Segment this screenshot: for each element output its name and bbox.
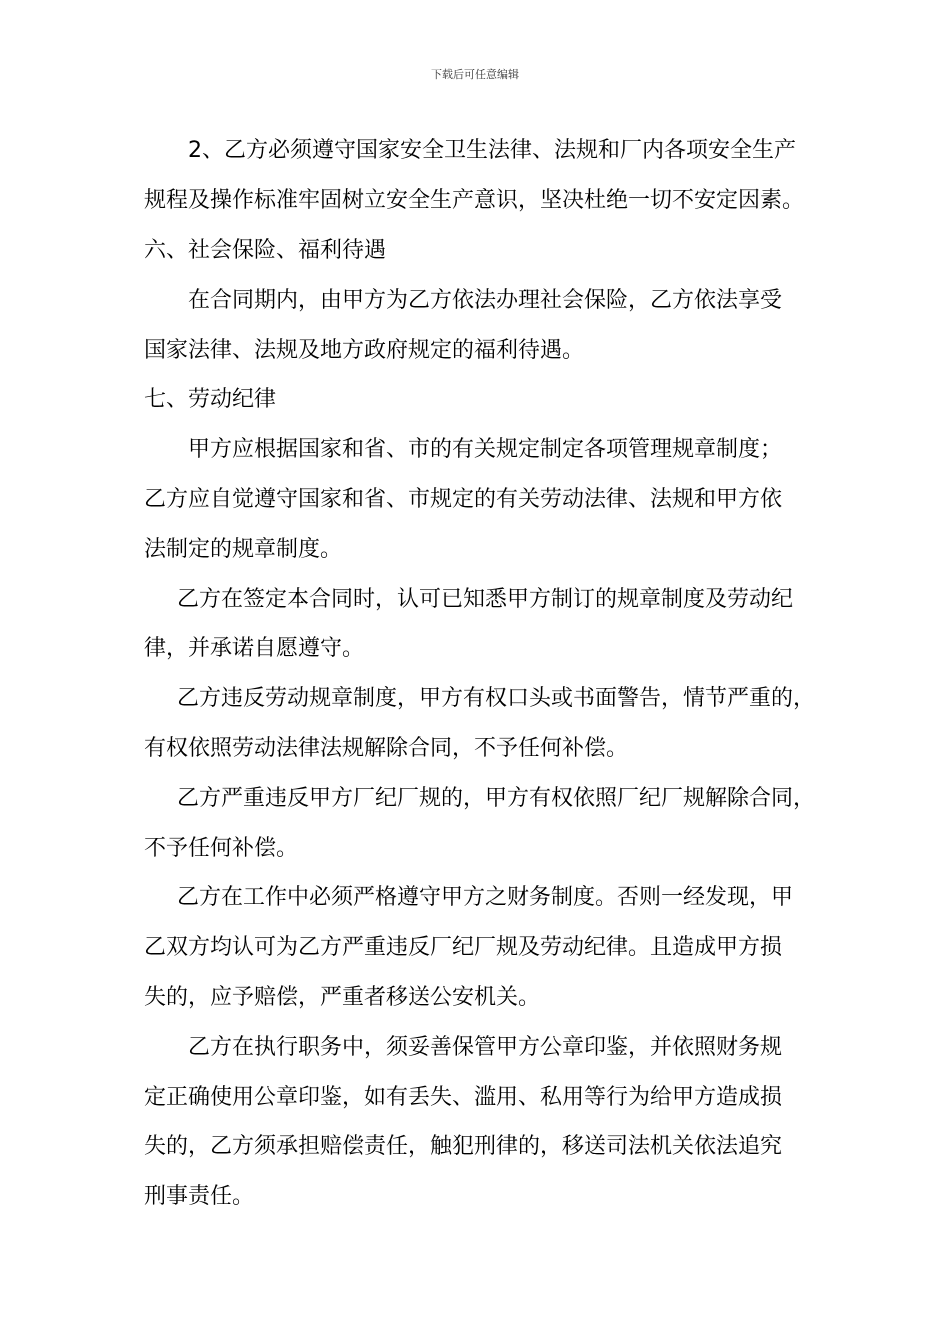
paragraph-line: 乙方在执行职务中，须妥善保管甲方公章印鉴，并依照财务规 (188, 1035, 783, 1060)
paragraph-line: 失的，乙方须承担赔偿责任，触犯刑律的，移送司法机关依法追究 (144, 1134, 783, 1159)
paragraph-line: 定正确使用公章印鉴，如有丢失、滥用、私用等行为给甲方造成损 (144, 1085, 783, 1110)
section-heading: 六、社会保险、福利待遇 (144, 238, 387, 263)
paragraph-line: 刑事责任。 (144, 1184, 255, 1209)
paragraph-line: 乙方应自觉遵守国家和省、市规定的有关劳动法律、法规和甲方依 (144, 487, 783, 512)
paragraph-line: 不予任何补偿。 (144, 836, 299, 861)
paragraph-line: 乙方违反劳动规章制度，甲方有权口头或书面警告，情节严重的， (177, 686, 816, 711)
paragraph-line: 失的，应予赔偿，严重者移送公安机关。 (144, 985, 541, 1010)
paragraph-line: 2、乙方必须遵守国家安全卫生法律、法规和厂内各项安全生产 (188, 138, 796, 163)
paragraph-line: 乙方在签定本合同时，认可已知悉甲方制订的规章制度及劳动纪 (177, 587, 794, 612)
paragraph-line: 有权依照劳动法律法规解除合同，不予任何补偿。 (144, 736, 629, 761)
paragraph-line: 甲方应根据国家和省、市的有关规定制定各项管理规章制度； (188, 437, 783, 462)
paragraph-line: 国家法律、法规及地方政府规定的福利待遇。 (144, 338, 585, 363)
paragraph-line: 乙方在工作中必须严格遵守甲方之财务制度。否则一经发现，甲 (177, 885, 794, 910)
page-header-note: 下载后可任意编辑 (431, 68, 519, 81)
paragraph-line: 规程及操作标准牢固树立安全生产意识，坚决杜绝一切不安定因素。 (144, 188, 805, 213)
paragraph-line: 在合同期内，由甲方为乙方依法办理社会保险，乙方依法享受 (188, 288, 783, 313)
paragraph-line: 法制定的规章制度。 (144, 537, 343, 562)
paragraph-line: 乙方严重违反甲方厂纪厂规的，甲方有权依照厂纪厂规解除合同， (177, 786, 816, 811)
paragraph-line: 律，并承诺自愿遵守。 (144, 636, 365, 661)
paragraph-line: 乙双方均认可为乙方严重违反厂纪厂规及劳动纪律。且造成甲方损 (144, 935, 783, 960)
section-heading: 七、劳动纪律 (144, 387, 277, 412)
